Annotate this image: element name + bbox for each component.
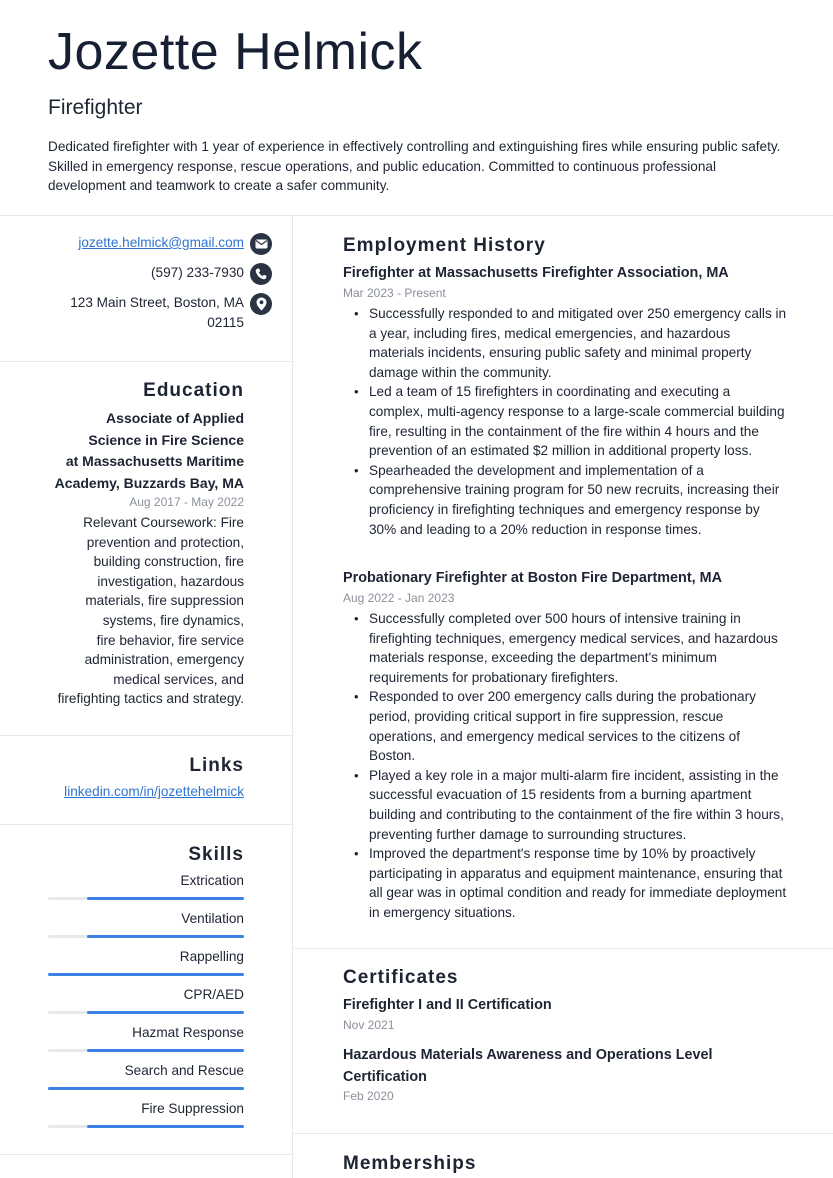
profile-summary: Dedicated firefighter with 1 year of experience in effectively controlling and extinguishing fires while ensuring public safety. Skilled in emergency response, rescue operations, and public education. Committed to continuous professional development and teamwork to create a safer community. [48, 139, 781, 193]
skills-heading: Skills [188, 844, 244, 865]
certificate-title-1: Firefighter I and II Certification [343, 997, 552, 1013]
job-dates-1: Mar 2023 - Present [343, 286, 446, 300]
skill-label: Extrication [180, 873, 244, 888]
skill-label: Search and Rescue [124, 1063, 244, 1078]
job-title-2: Probationary Firefighter at Boston Fire Department, MA [343, 570, 722, 586]
skill-label: Hazmat Response [132, 1025, 244, 1040]
skill-level-fill [87, 1011, 244, 1014]
address [70, 293, 244, 332]
description-line: medical services, and [113, 671, 244, 687]
description-line: Relevant Coursework: Fire [83, 515, 244, 530]
section-divider [0, 361, 292, 362]
job-bullets-2 [343, 609, 788, 923]
description-line: systems, fire dynamics, [102, 612, 244, 628]
job-bullets-1 [343, 304, 788, 539]
phone-number: (597) 233-7930 [151, 265, 244, 280]
education-description [24, 513, 244, 709]
job-bullet: • Played a key role in a major multi-alarm fire incident, assisting in the successful evacuation of 15 residents from a burning apartment building and contributing to the containment of the fire within 3 hours, preventing further damage to surrounding structures. [343, 766, 788, 844]
description-line: administration, emergency [84, 652, 244, 668]
links-heading: Links [189, 755, 244, 776]
skill-level-bar [48, 1049, 244, 1052]
job-title-1: Firefighter at Massachusetts Firefighter Association, MA [343, 265, 729, 281]
contact-email-row [78, 233, 272, 255]
skill-level-bar [48, 1011, 244, 1014]
skill-label: Ventilation [181, 911, 244, 926]
skill-label: CPR/AED [183, 987, 244, 1002]
description-line: building construction, fire [93, 554, 244, 570]
email-link[interactable]: jozette.helmick@gmail.com [78, 235, 244, 250]
certificate-date-1: Nov 2021 [343, 1018, 395, 1032]
skill-level-bar [48, 973, 244, 976]
header-divider [0, 215, 833, 216]
job-bullet: • Led a team of 15 firefighters in coordinating and executing a complex, multi-agency response to a large-scale commercial building fire, resulting in the containment of the fire within 4 hours and the prevention of an estimated $2 million in additional property loss. [343, 382, 788, 460]
envelope-icon [250, 233, 272, 255]
job-bullet: • Improved the department's response time by 10% by proactively participating in apparatus and equipment maintenance, ensuring that all gear was in optimal condition and ready for immediate deployment in emergency situations. [343, 844, 788, 922]
contact-phone-row [151, 263, 272, 285]
skill-level-bar [48, 1087, 244, 1090]
skill-level-fill [87, 935, 244, 938]
section-divider [293, 948, 833, 949]
certificate-date-2: Feb 2020 [343, 1089, 394, 1103]
address-line-1: 123 Main Street, Boston, MA [70, 295, 244, 310]
certificate-title-2: Hazardous Materials Awareness and Operations Level Certification [343, 1047, 713, 1085]
section-divider [0, 1154, 292, 1155]
description-line: prevention and protection, [86, 534, 244, 550]
skill-level-bar [48, 1125, 244, 1128]
section-divider [0, 735, 292, 736]
degree-line: Academy, Buzzards Bay, MA [54, 474, 244, 491]
address-line-2: 02115 [207, 314, 244, 330]
job-bullet: • Successfully responded to and mitigated over 250 emergency calls in a year, including fires, medical emergencies, and hazardous materials incidents, ensuring public safety and minimal property damage within the community. [343, 304, 788, 382]
job-dates-2: Aug 2022 - Jan 2023 [343, 591, 455, 605]
description-line: fire behavior, fire service [96, 632, 244, 648]
description-line: firefighting tactics and strategy. [57, 691, 244, 707]
skill-level-fill [87, 1125, 244, 1128]
contact-address-row [70, 293, 272, 332]
skill-level-fill [87, 897, 244, 900]
skill-label: Rappelling [179, 949, 244, 964]
certificates-heading: Certificates [343, 967, 459, 988]
section-divider [0, 824, 292, 825]
description-line: materials, fire suppression [85, 593, 244, 609]
skill-level-bar [48, 897, 244, 900]
skill-level-bar [48, 935, 244, 938]
section-divider [293, 1133, 833, 1134]
skill-level-fill [87, 1049, 244, 1052]
education-degree [34, 408, 244, 494]
map-pin-icon [250, 293, 272, 315]
phone-icon [250, 263, 272, 285]
degree-line: at Massachusetts Maritime [65, 453, 244, 469]
employment-heading: Employment History [343, 235, 546, 256]
job-title: Firefighter [48, 96, 143, 119]
candidate-name: Jozette Helmick [48, 23, 423, 81]
job-bullet: • Successfully completed over 500 hours of intensive training in firefighting techniques, emergency medical services, and hazardous materials response, exceeding the department's minimum requirements for probationary firefighters. [343, 609, 788, 687]
skill-label: Fire Suppression [141, 1101, 244, 1116]
job-bullet: • Responded to over 200 emergency calls during the probationary period, providing critical support in fire suppression, rescue operations, and emergency medical services to the citizens of Boston. [343, 687, 788, 765]
degree-line: Science in Fire Science [88, 431, 244, 448]
column-divider [292, 216, 293, 1178]
skill-level-fill [48, 973, 244, 976]
degree-line: Associate of Applied [106, 410, 244, 426]
description-line: investigation, hazardous [97, 573, 244, 589]
education-dates: Aug 2017 - May 2022 [129, 495, 244, 509]
education-heading: Education [143, 380, 244, 401]
linkedin-link[interactable]: linkedin.com/in/jozettehelmick [64, 784, 244, 799]
skill-level-fill [48, 1087, 244, 1090]
job-bullet: • Spearheaded the development and implementation of a comprehensive training program for 50 new recruits, increasing their proficiency in firefighting techniques and emergency response by 30% and leading to a 20% reduction in response times. [343, 461, 788, 539]
memberships-heading: Memberships [343, 1153, 477, 1174]
